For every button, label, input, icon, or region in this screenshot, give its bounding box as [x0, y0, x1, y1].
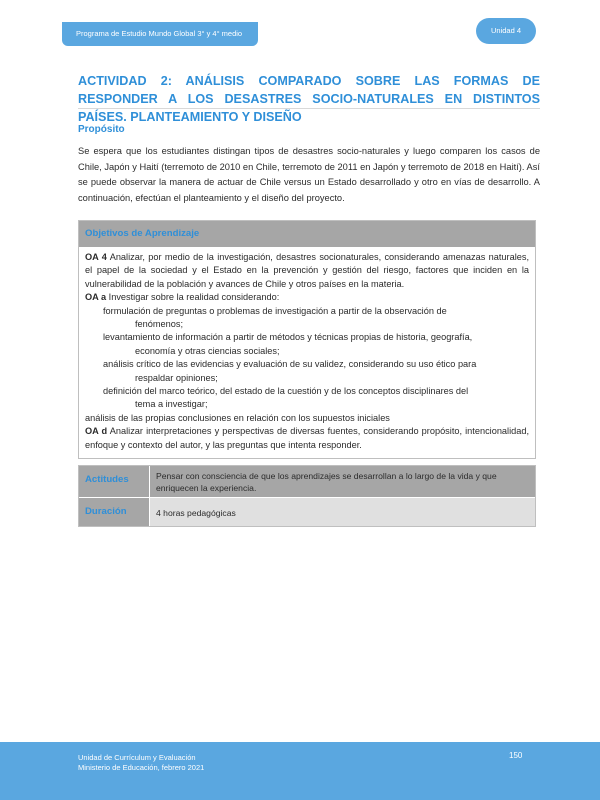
footer-unit: Unidad de Currículum y Evaluación [78, 753, 196, 762]
program-header-tab [62, 22, 258, 46]
attitudes-label: Actitudes [79, 466, 149, 497]
duration-label: Duración [79, 498, 149, 526]
oad-code: OA d [85, 426, 108, 437]
page-number: 150 [509, 751, 523, 760]
attitudes-duration-table [78, 465, 536, 527]
oaa-item: análisis crítico de las evidencias y evaluación de su validez, considerando su uso ético para respaldar opiniones; [103, 359, 477, 383]
objectives-body [79, 247, 535, 458]
oa4-text: Analizar, por medio de la investigación, desastres socionaturales, considerando amenazas naturales, el papel de la sociedad y el Estado en la prevención y gestión del riesgo, factores que inciden en la vulnerabilidad de la población y avances de Chile y otros países en la materia. [85, 252, 529, 289]
oaa-paragraph [85, 291, 529, 304]
oa4-code: OA 4 [85, 252, 107, 262]
oaa-code: OA a [85, 292, 107, 303]
oaa-item: formulación de preguntas o problemas de investigación a partir de la observación de fenómenos; [103, 305, 447, 330]
oad-paragraph [85, 425, 529, 452]
unit-badge [476, 18, 536, 44]
activity-title: ACTIVIDAD 2: ANÁLISIS COMPARADO SOBRE LAS FORMAS DE RESPONDER A LOS DESASTRES SOCIO-NATURALES EN DISTINTOS PAÍSES. PLANTEAMIENTO Y DISEÑO [78, 74, 540, 124]
oaa-item: definición del marco teórico, del estado de la cuestión y de los conceptos disciplinares del tema a investigar; [103, 386, 469, 410]
purpose-heading: Propósito [78, 124, 125, 135]
attitudes-row [79, 466, 535, 497]
unit-label: Unidad 4 [490, 26, 522, 35]
oa4-paragraph [85, 251, 529, 291]
purpose-text: Se espera que los estudiantes distingan tipos de desastres socio-naturales y luego comparen los casos de Chile, Japón y Haití (terremoto de 2010 en Chile, terremoto de 2011 en Japón y terremoto de 2018 en Haití). Así se puede observar la manera de actuar de Chile versus un Estado desarrollado y otro en vías de desarrollo. A continuación, efectúan el planteamiento y el diseño del proyecto. [78, 146, 540, 203]
duration-row [79, 497, 535, 526]
title-divider [78, 108, 540, 109]
duration-text: 4 horas pedagógicas [149, 498, 535, 526]
oaa-text: Investigar sobre la realidad considerando: [108, 292, 280, 303]
oad-text: Analizar interpretaciones y perspectivas de diversas fuentes, considerando propósito, intencionalidad, enfoque y contexto del autor, y las preguntas que intenta responder. [85, 426, 529, 450]
oaa-item: levantamiento de información a partir de métodos y técnicas propias de historia, geografía, economía y otras ciencias sociales; [103, 332, 473, 356]
learning-objectives-table [78, 220, 536, 459]
program-title: Programa de Estudio Mundo Global 3° y 4° medio [76, 29, 243, 38]
footer-ministry: Ministerio de Educación, febrero 2021 [78, 763, 205, 772]
page-footer [0, 742, 600, 800]
oaa-last-item: análisis de las propias conclusiones en relación con los supuestos iniciales [85, 412, 390, 423]
attitudes-text: Pensar con consciencia de que los aprendizajes se desarrollan a lo largo de la vida y que enriquecen la experiencia. [149, 466, 535, 497]
objectives-header: Objetivos de Aprendizaje [79, 221, 535, 247]
